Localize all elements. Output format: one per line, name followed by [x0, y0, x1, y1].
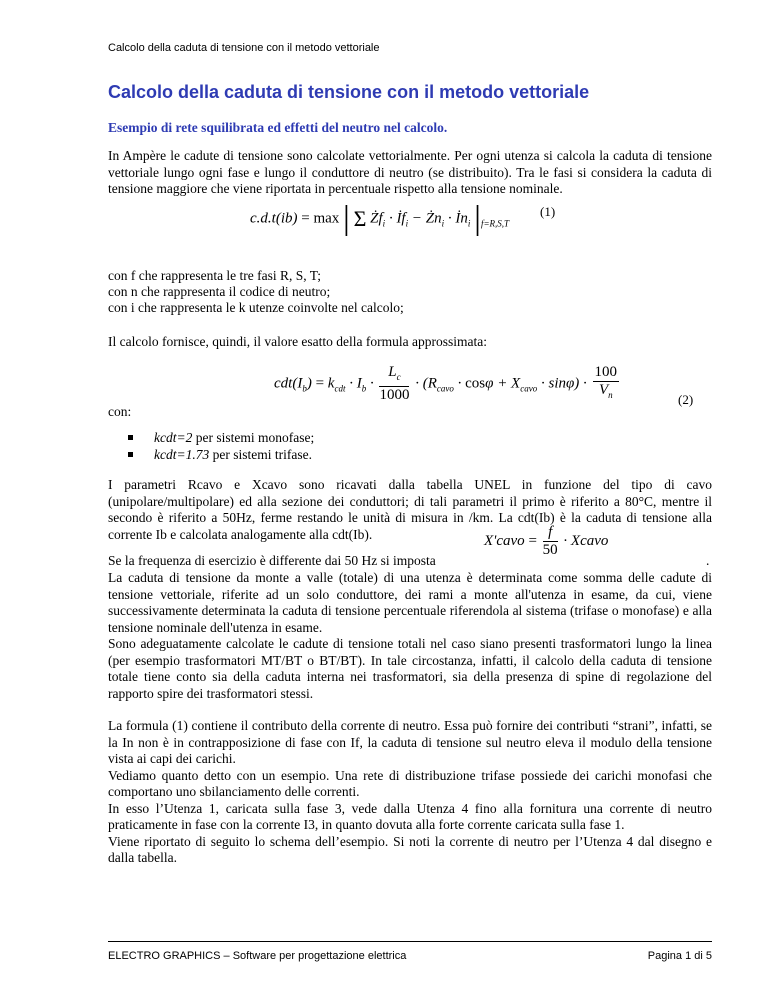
footer-rule: [108, 941, 712, 942]
formula-1: c.d.t(ib) = max | Σ $Żf_i$ · $İf_i$ − $Żn_i$ · $İn_i$ $|_{f=R,S,T}$: [250, 200, 510, 237]
paragraph: La formula (1) contiene il contributo della corrente di neutro. Essa può fornire dei contributi “strani”, infatti, se la In non è in contrapposizione di fase con If, la caduta di tensione sul neutro eleva il modulo della tensione vista ai capi dei carichi.: [108, 718, 712, 766]
bullet-square-icon: [128, 435, 133, 440]
bullet-item: [154, 430, 314, 446]
bullet-item: [154, 447, 312, 463]
paragraph: In esso l’Utenza 1, caricata sulla fase 3, vede dalla Utenza 4 fino alla fornitura una corrente di neutro praticamente in fase con la corrente I3, in quanto dovuta alla forte corrente caricata sulla fase 1.: [108, 800, 712, 832]
formula-2-label: (2): [678, 392, 694, 407]
paragraph: Vediamo quanto detto con un esempio. Una rete di distribuzione trifase possiede dei carichi monofasi che comportano uno sbilanciamento delle correnti.: [108, 767, 712, 799]
cdt-total-paragraphs: [108, 570, 712, 702]
approx-intro: Il calcolo fornisce, quindi, il valore esatto della formula approssimata:: [108, 334, 488, 349]
bullet-term: kcdt=2: [154, 430, 193, 445]
intro-paragraph: In Ampère le cadute di tensione sono calcolate vettorialmente. Per ogni utenza si calcola la caduta di tensione vettoriale lungo ogni fase e lungo il conduttore di neutro (se distribuito). Tra le fasi si considera la caduta di tensione maggiore che viene riportata in percentuale rispetto alla tensione nominale.: [108, 148, 712, 196]
paragraph: Viene riportato di seguito lo schema dell’esempio. Si noti la corrente di neutro per l’Utenza 4 dal disegno e dalla tabella.: [108, 833, 712, 865]
frequency-period: .: [706, 553, 710, 568]
section-subtitle: Esempio di rete squilibrata ed effetti del neutro nel calcolo.: [108, 120, 448, 135]
formula-1-label: (1): [540, 204, 556, 219]
paragraph: La caduta di tensione da monte a valle (totale) di una utenza è determinata come somma delle cadute di tensione vettoriale, riferite ad un solo conduttore, dei rami a monte all'utenza in esame, da cui, viene successivamente determinata la caduta di tensione percentuale riferendola al sistema (trifase o monofase) e alla tensione nominale dell'utenza in esame.: [108, 570, 712, 635]
def-neutral: con n che rappresenta il codice di neutro;: [108, 284, 331, 299]
bullet-term: kcdt=1.73: [154, 447, 210, 462]
con-label: con:: [108, 404, 132, 419]
footer-company: ELECTRO GRAPHICS – Software per progettazione elettrica: [108, 950, 407, 962]
paragraph: Sono adeguatamente calcolate le cadute di tensione totali nel caso siano presenti trasformatori lungo la linea (per esempio trasformatori MT/BT o BT/BT). In tale circostanza, infatti, il calcolo della caduta di tensione totale tiene conto sia della caduta interna nei trasformatori, sia della presenza di spine di regolazione del rapporto spire dei trasformatori stessi.: [108, 636, 712, 701]
parameters-paragraph: I parametri Rcavo e Xcavo sono ricavati dalla tabella UNEL in funzione del tipo di cavo (unipolare/multipolare) ed alla sezione dei conduttori; di tali parametri il primo è riferito a 80°C, mentre il secondo è riferito a 50Hz, ferme restando le unità di misura in /km. La cdt(Ib) è la caduta di tensione alla corrente Ib e calcolata analogamente alla cdt(Ib).: [108, 477, 712, 542]
bullet-text: per sistemi monofase;: [192, 430, 315, 445]
frequency-line: Se la frequenza di esercizio è differente dai 50 Hz si imposta: [108, 553, 436, 568]
formula-2: $cdt(I_b) = k_{cdt} \cdot I_b$ · $\frac{L_c}{1000}$ · $(R_{cavo} \cdot \cos\varphi + X_{cavo} \cdot \sin\varphi)$ · $\frac{100}{V_n}$: [274, 364, 618, 403]
running-header: Calcolo della caduta di tensione con il metodo vettoriale: [108, 42, 380, 54]
bullet-text: per sistemi trifase.: [209, 447, 312, 462]
def-phase: con f che rappresenta le tre fasi R, S, T;: [108, 268, 322, 283]
page-title: Calcolo della caduta di tensione con il metodo vettoriale: [108, 82, 590, 102]
neutral-paragraphs: [108, 718, 712, 867]
xcavo-formula: X'cavo = $\frac{f}{50}$ · Xcavo: [484, 524, 609, 558]
footer-page-number: Pagina 1 di 5: [647, 950, 712, 962]
def-loads: con i che rappresenta le k utenze coinvolte nel calcolo;: [108, 300, 404, 315]
bullet-square-icon: [128, 452, 133, 457]
